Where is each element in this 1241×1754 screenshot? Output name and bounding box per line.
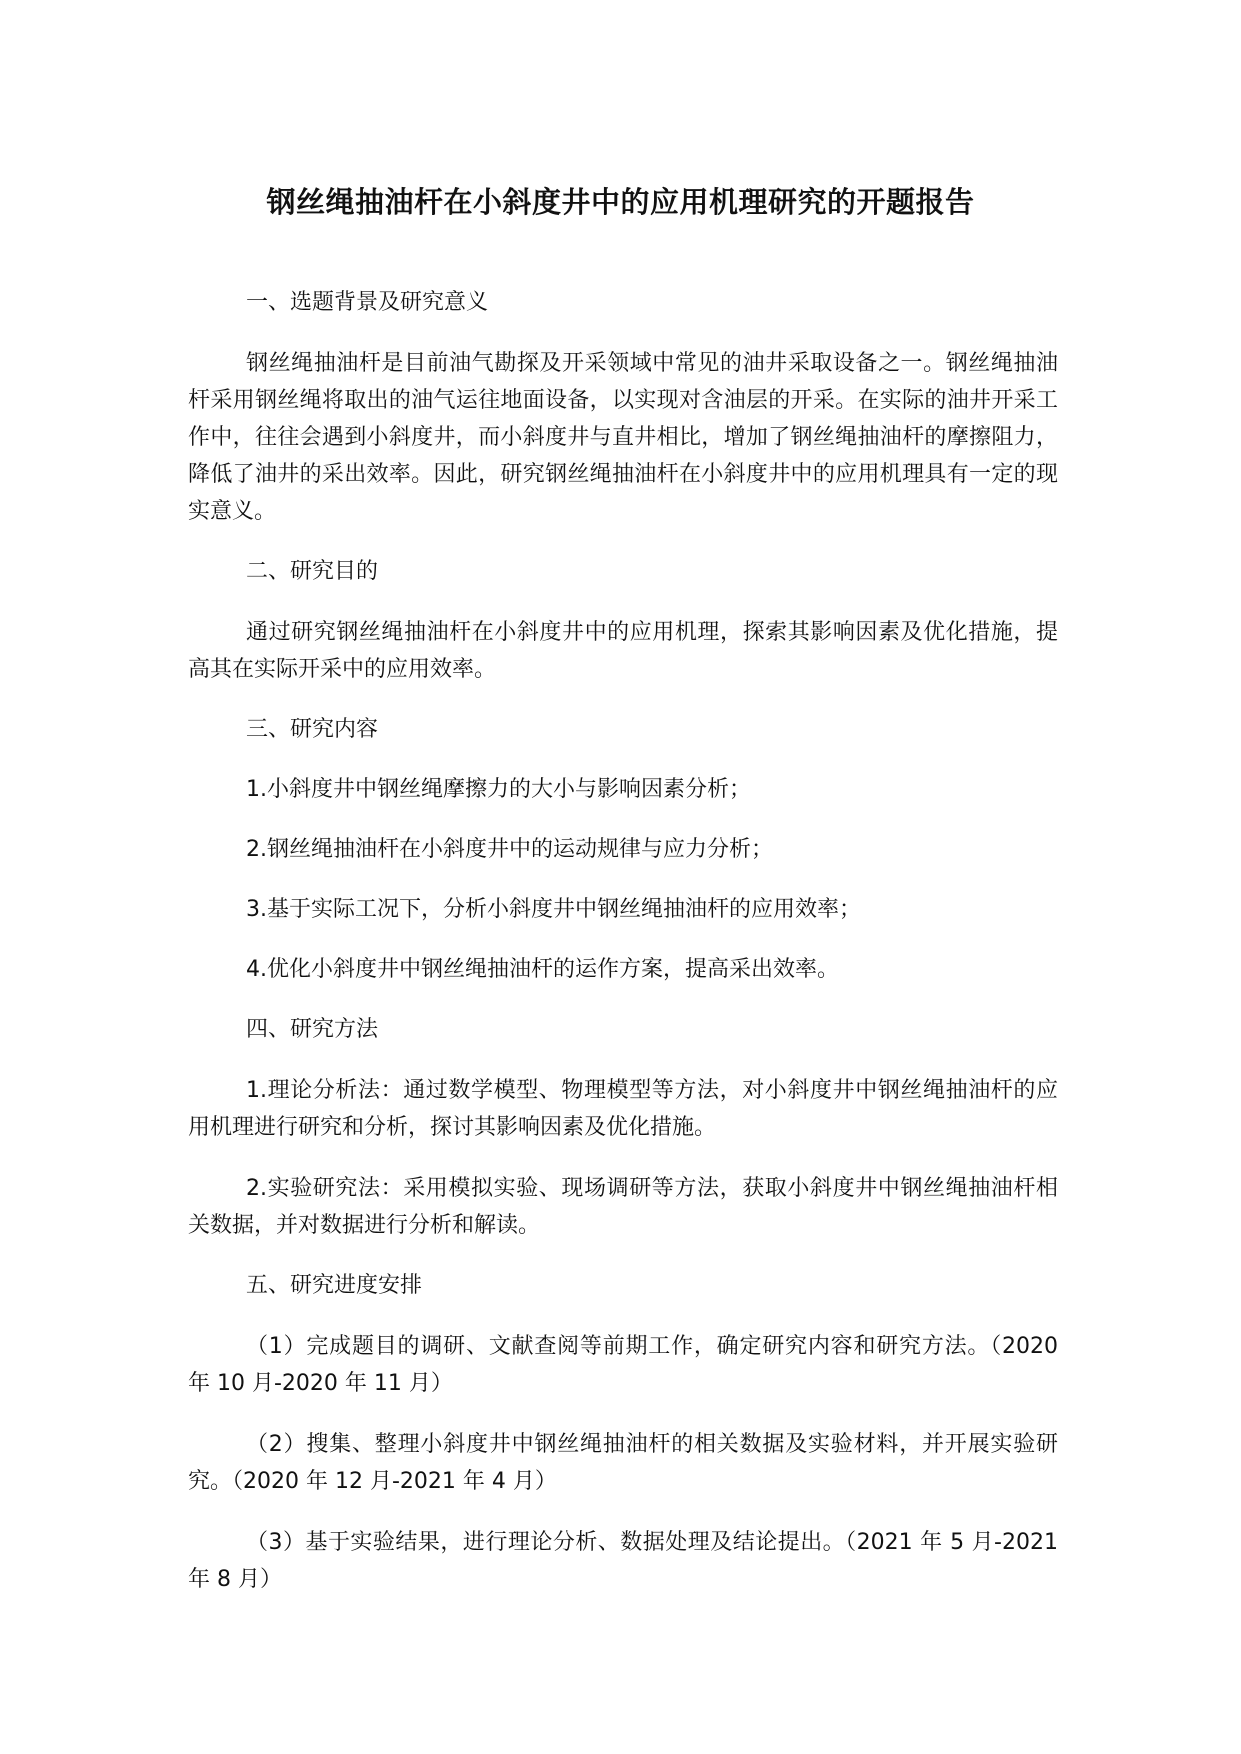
section-heading-background: 一、选题背景及研究意义: [246, 290, 489, 315]
objective-paragraph: 通过研究钢丝绳抽油杆在小斜度井中的应用机理，探索其影响因素及优化措施，提高其在实际开采中的应用效率。: [188, 620, 1058, 682]
section-heading-methods: 四、研究方法: [246, 1017, 379, 1042]
method-paragraph: 2.实验研究法：采用模拟实验、现场调研等方法，获取小斜度井中钢丝绳抽油杆相关数据，并对数据进行分析和解读。: [188, 1176, 1058, 1238]
schedule-item: （2）搜集、整理小斜度井中钢丝绳抽油杆的相关数据及实验材料，并开展实验研究。（2020 年 12 月-2021 年 4 月）: [188, 1432, 1058, 1494]
content-item: 1.小斜度井中钢丝绳摩擦力的大小与影响因素分析；: [246, 777, 751, 802]
document-title: 钢丝绳抽油杆在小斜度井中的应用机理研究的开题报告: [266, 185, 975, 219]
document-body: [188, 285, 1058, 1622]
method-paragraph: 1.理论分析法：通过数学模型、物理模型等方法，对小斜度井中钢丝绳抽油杆的应用机理进行研究和分析，探讨其影响因素及优化措施。: [188, 1078, 1058, 1140]
section-heading-schedule: 五、研究进度安排: [246, 1273, 423, 1298]
section-heading-objective: 二、研究目的: [246, 559, 379, 584]
content-item: 4.优化小斜度井中钢丝绳抽油杆的运作方案，提高采出效率。: [246, 957, 839, 982]
section-heading-content: 三、研究内容: [246, 717, 379, 742]
schedule-item: （1）完成题目的调研、文献查阅等前期工作，确定研究内容和研究方法。（2020 年 10 月-2020 年 11 月）: [188, 1334, 1058, 1396]
content-item: 3.基于实际工况下，分析小斜度井中钢丝绳抽油杆的应用效率；: [246, 897, 861, 922]
schedule-item: （3）基于实验结果，进行理论分析、数据处理及结论提出。（2021 年 5 月-2021 年 8 月）: [188, 1530, 1058, 1592]
content-item: 2.钢丝绳抽油杆在小斜度井中的运动规律与应力分析；: [246, 837, 773, 862]
background-paragraph: 钢丝绳抽油杆是目前油气勘探及开采领域中常见的油井采取设备之一。钢丝绳抽油杆采用钢丝绳将取出的油气运往地面设备，以实现对含油层的开采。在实际的油井开采工作中，往往会遇到小斜度井，而小斜度井与直井相比，增加了钢丝绳抽油杆的摩擦阻力，降低了油井的采出效率。因此，研究钢丝绳抽油杆在小斜度井中的应用机理具有一定的现实意义。: [188, 351, 1058, 524]
